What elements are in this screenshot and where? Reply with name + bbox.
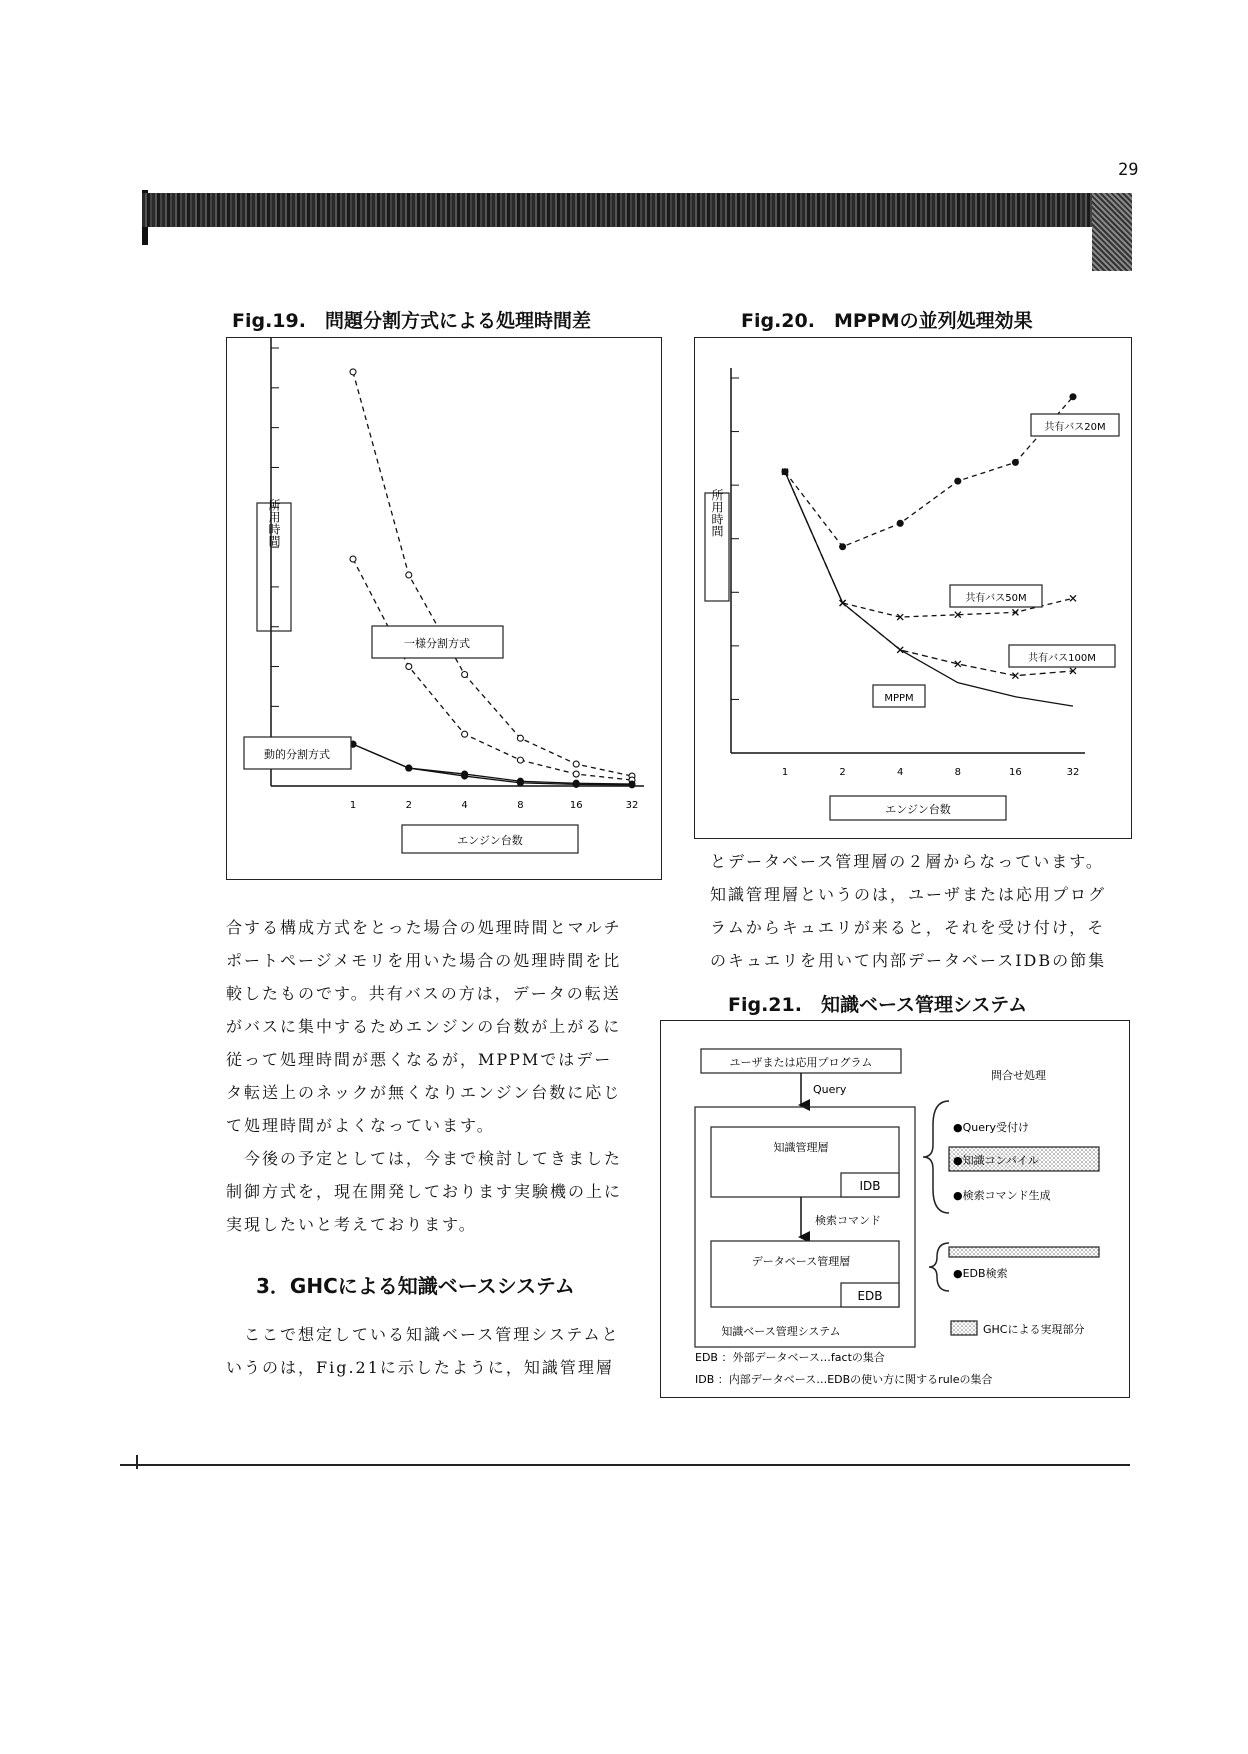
query-processing-label: 問合せ処理 <box>991 1069 1046 1082</box>
data-point <box>629 782 635 788</box>
ghc-legend-swatch <box>951 1321 977 1335</box>
idb-note: IDB ：内部データベース…EDBの使い方に関するruleの集合 <box>695 1373 993 1386</box>
fig21-frame <box>660 1020 1130 1398</box>
edb-note: EDB ：外部データベース…factの集合 <box>695 1351 885 1364</box>
data-point <box>462 773 468 779</box>
left-line: ここで想定している知識ベース管理システムと <box>226 1325 620 1344</box>
x-tick-label: 32 <box>625 800 639 811</box>
series-line-1 <box>785 397 1073 547</box>
knowledge-layer-label: 知識管理層 <box>773 1141 829 1154</box>
data-point <box>1012 459 1018 465</box>
data-point <box>1070 394 1076 400</box>
fig20-title: Fig.20. MPPMの並列処理効果 <box>741 310 1033 332</box>
data-point <box>406 765 412 771</box>
kbms-label: 知識ベース管理システム <box>721 1325 841 1338</box>
processing-brace <box>923 1101 949 1213</box>
data-point <box>517 780 523 786</box>
fig19-ylabel: 所用時間 <box>267 499 281 547</box>
left-paragraph <box>226 911 622 1241</box>
query-label: Query <box>813 1083 847 1096</box>
fig20-frame <box>694 337 1132 839</box>
right-line: ラムからキュエリが来ると，それを受け付け，そ <box>710 918 1106 937</box>
header-banner-tab <box>1092 193 1132 271</box>
fig21-diagram <box>661 1021 1129 1397</box>
series-line-4 <box>353 744 632 785</box>
data-point <box>573 771 579 777</box>
data-point <box>573 761 579 767</box>
page-number: 29 <box>1118 160 1139 180</box>
fig20-chart <box>695 338 1131 838</box>
left-line: いうのは，Fig.21に示したように，知識管理層 <box>226 1358 614 1377</box>
x-tick-label: 2 <box>839 767 846 778</box>
x-tick-label: 1 <box>349 800 357 811</box>
series-line-3 <box>353 744 632 784</box>
fig19-dynamic-label: 動的分割方式 <box>264 748 330 761</box>
ghc-legend-label: GHCによる実現部分 <box>983 1323 1085 1336</box>
bottom-rule <box>120 1464 1130 1466</box>
right-paragraph <box>710 845 1106 977</box>
fig19-frame <box>226 337 662 880</box>
data-point <box>897 520 903 526</box>
left-line: 制御方式を，現在開発しております実験機の上に <box>226 1182 623 1201</box>
series-line-1 <box>353 372 632 776</box>
step-knowledge-compile: ●知識コンパイル <box>953 1154 1039 1167</box>
left-line: ポートページメモリを用いた場合の処理時間を比 <box>226 951 622 970</box>
left-line: 合する構成方式をとった場合の処理時間とマルチ <box>226 918 622 937</box>
x-tick-label: 4 <box>461 800 468 811</box>
fig20-bus100-label: 共有バス100M <box>1028 653 1096 664</box>
x-tick-label: 32 <box>1066 767 1080 778</box>
section-heading: 3．GHCによる知識ベースシステム <box>256 1274 575 1298</box>
step-search-gen: ●検索コマンド生成 <box>953 1189 1051 1202</box>
right-line: のキュエリを用いて内部データベースIDBの節集 <box>710 951 1107 970</box>
x-tick-label: 1 <box>781 767 789 778</box>
search-command-label: 検索コマンド <box>815 1214 881 1227</box>
right-line: 知識管理層というのは，ユーザまたは応用プログ <box>710 885 1107 904</box>
data-point <box>406 664 412 670</box>
fig20-bus50-label: 共有バス50M <box>965 593 1027 604</box>
fig20-ylabel: 所用時間 <box>710 489 724 537</box>
fig19-uniform-label: 一様分割方式 <box>404 637 470 650</box>
data-point <box>840 544 846 550</box>
header-banner <box>142 193 1132 227</box>
left-line: がバスに集中するためエンジンの台数が上がるに <box>226 1017 622 1036</box>
fig19-title: Fig.19. 問題分割方式による処理時間差 <box>232 310 591 332</box>
bottom-rule-tick <box>136 1455 138 1469</box>
left-line: 今後の予定としては，今まで検討してきました <box>226 1149 623 1168</box>
data-point <box>406 572 412 578</box>
edb-label: EDB <box>857 1289 883 1303</box>
idb-label: IDB <box>859 1179 881 1193</box>
left-line: タ転送上のネックが無くなりエンジン台数に応じ <box>226 1083 622 1102</box>
data-point <box>462 672 468 678</box>
x-tick-label: 8 <box>954 767 961 778</box>
x-tick-label: 16 <box>569 800 583 811</box>
data-point <box>573 781 579 787</box>
left-line: て処理時間がよくなっています。 <box>226 1116 495 1135</box>
fig20-mppm-label: MPPM <box>884 693 914 704</box>
edb-search-bar <box>949 1247 1099 1257</box>
data-point <box>517 735 523 741</box>
fig19-xlabel: エンジン台数 <box>457 834 523 847</box>
data-point <box>1070 595 1076 601</box>
data-point <box>350 556 356 562</box>
right-line: とデータベース管理層の２層からなっています。 <box>710 852 1104 871</box>
x-tick-label: 4 <box>897 767 904 778</box>
x-tick-label: 16 <box>1009 767 1022 778</box>
edb-brace <box>929 1243 949 1291</box>
edb-search-label: ●EDB検索 <box>953 1267 1008 1280</box>
user-program-label: ユーザまたは応用プログラム <box>729 1056 873 1069</box>
fig20-bus20-label: 共有バス20M <box>1044 422 1106 433</box>
fig20-xlabel: エンジン台数 <box>885 803 951 816</box>
fig21-title: Fig.21. 知識ベース管理システム <box>728 994 1028 1016</box>
data-point <box>350 369 356 375</box>
series-line-2 <box>353 559 632 780</box>
x-tick-label: 8 <box>517 800 524 811</box>
step-query-accept: ●Query受付け <box>953 1121 1030 1134</box>
database-layer-label: データベース管理層 <box>751 1255 851 1268</box>
left-line: 実現したいと考えております。 <box>226 1215 477 1234</box>
fig19-chart <box>227 338 661 879</box>
left-paragraph-2 <box>226 1318 620 1384</box>
data-point <box>517 757 523 763</box>
data-point <box>462 731 468 737</box>
data-point <box>955 478 961 484</box>
left-line: 従って処理時間が悪くなるが，MPPMではデー <box>226 1050 613 1069</box>
x-tick-label: 2 <box>405 800 412 811</box>
left-line: 較したものです。共有バスの方は，データの転送 <box>226 984 621 1003</box>
